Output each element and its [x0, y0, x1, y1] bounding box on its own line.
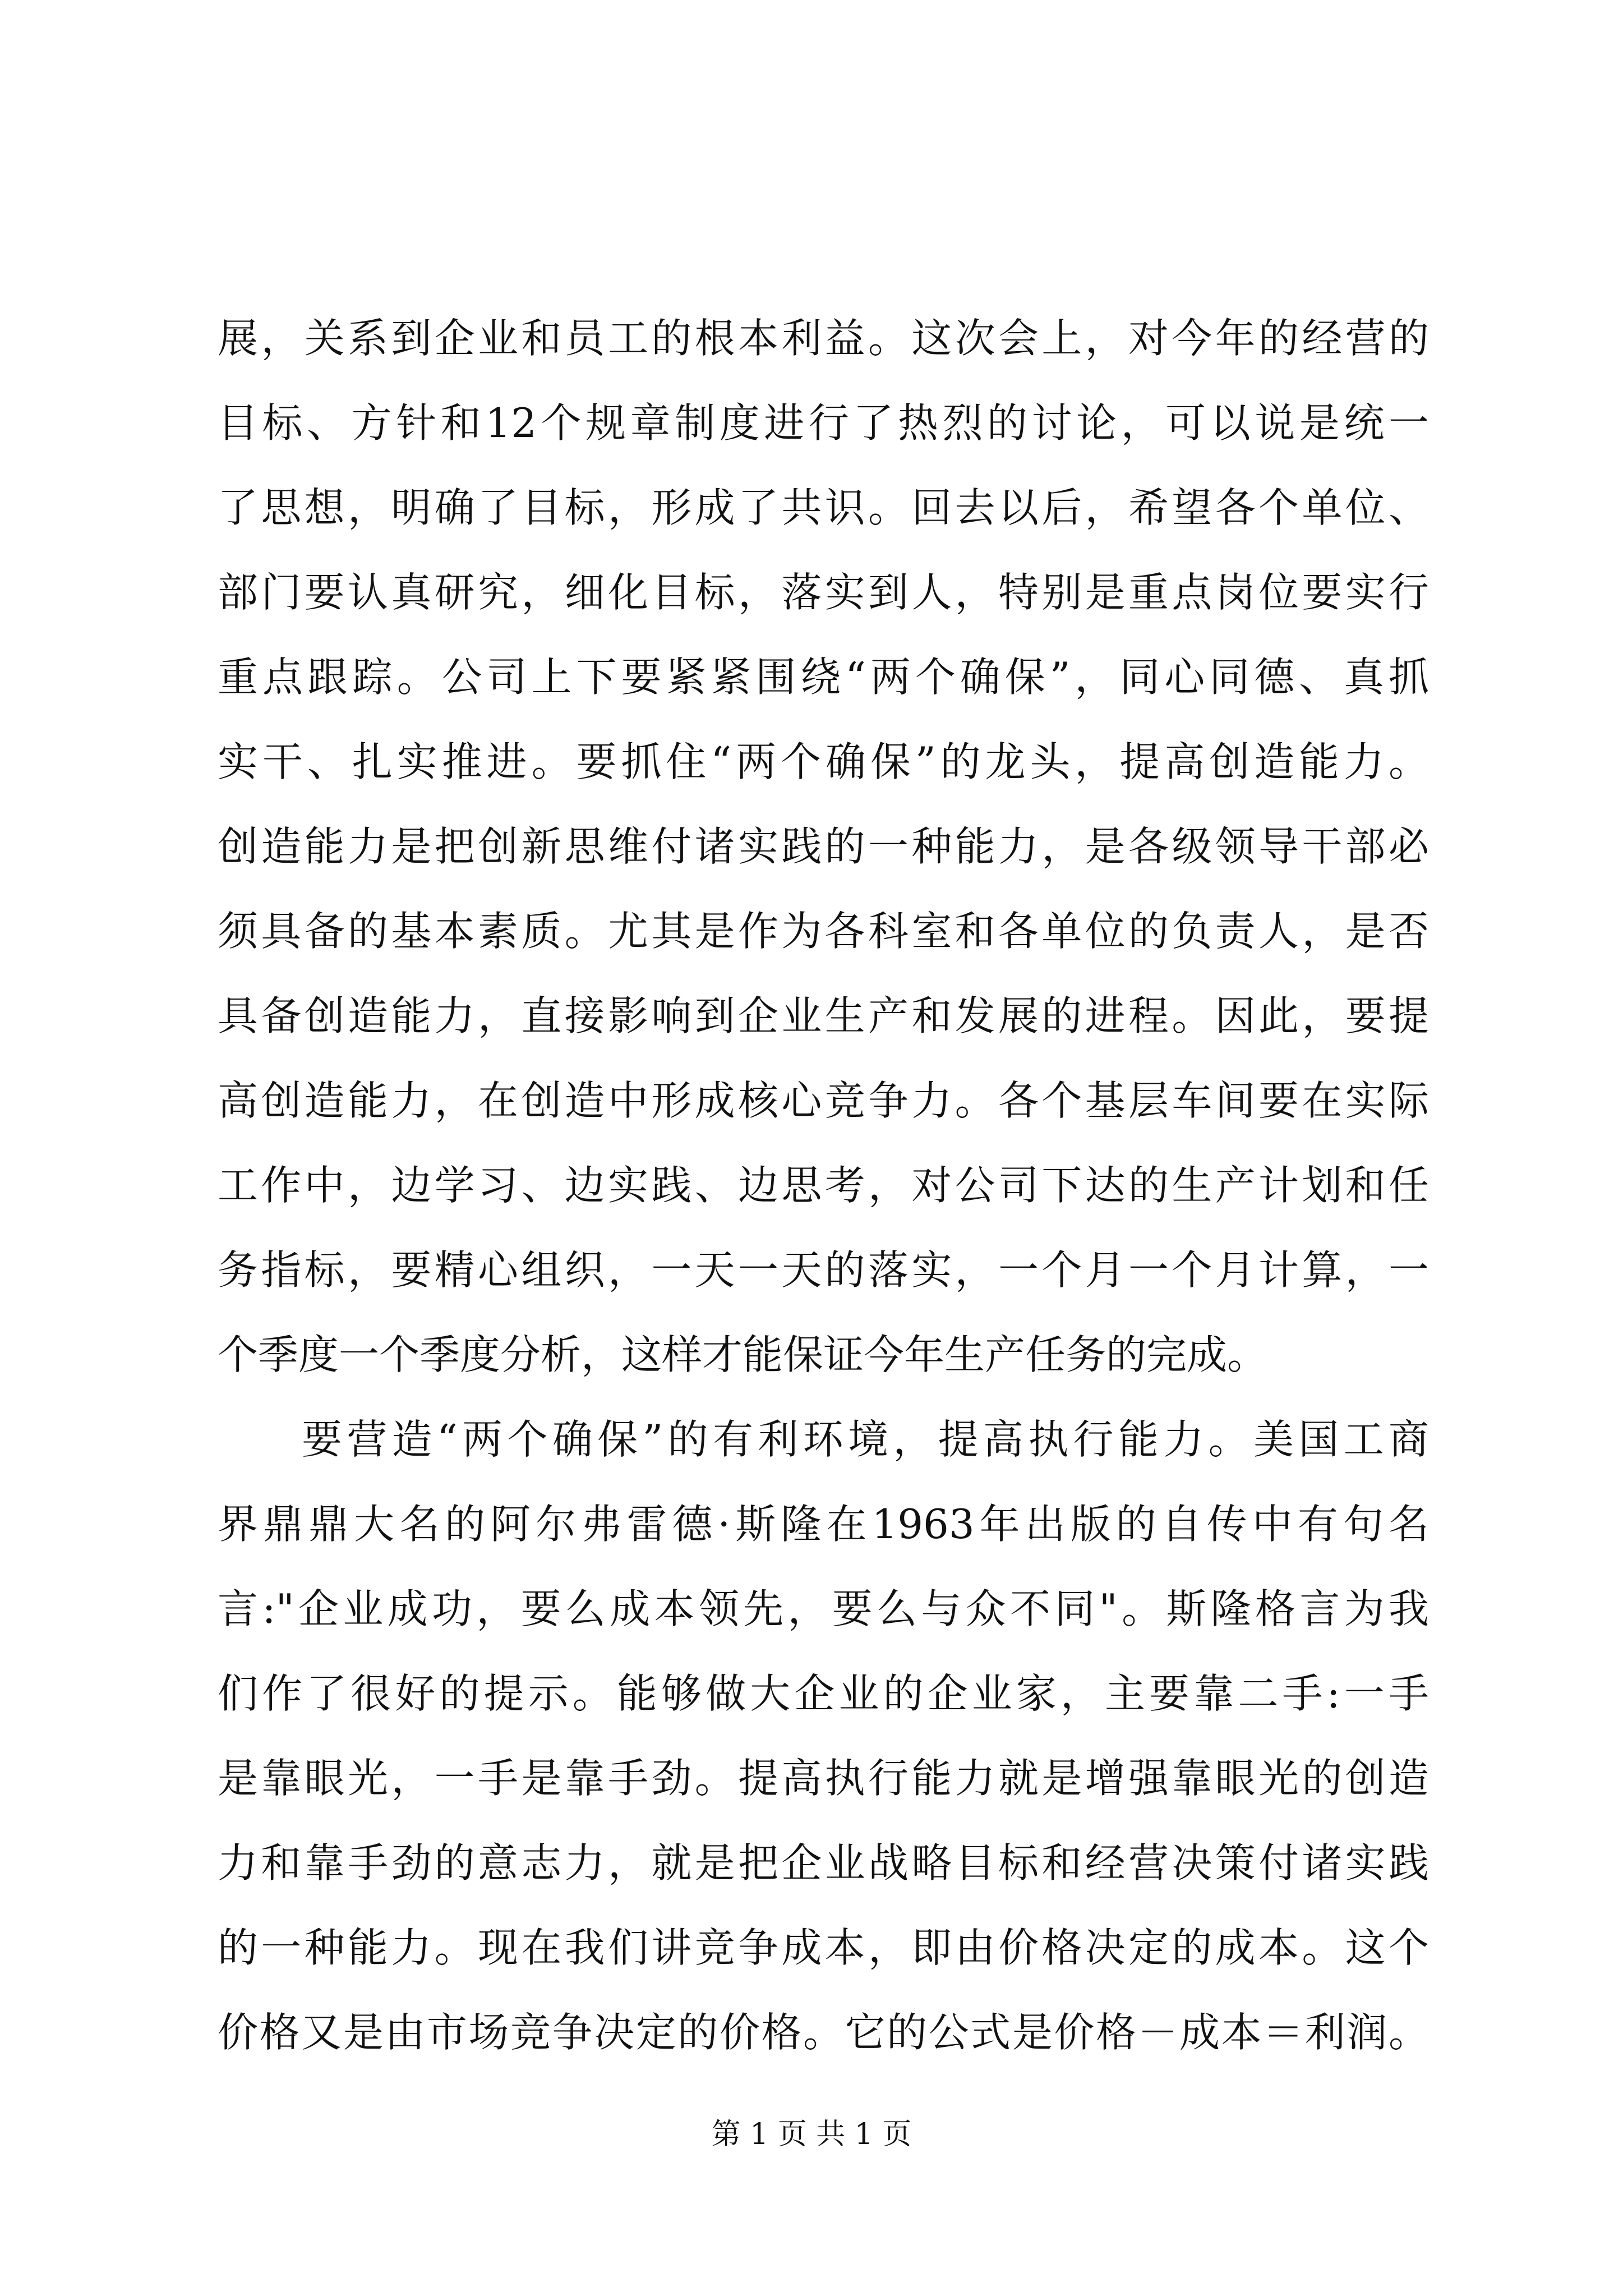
text-line: 须具备的基本素质。尤其是作为各科室和各单位的负责人，是否: [218, 908, 1429, 955]
text-line: 工作中，边学习、边实践、边思考，对公司下达的生产计划和任: [218, 1162, 1429, 1209]
text-line: 部门要认真研究，细化目标，落实到人，特别是重点岗位要实行: [218, 569, 1429, 616]
text-line: 个季度一个季度分析，这样才能保证今年生产任务的完成。: [218, 1331, 1268, 1378]
text-line: 高创造能力，在创造中形成核心竞争力。各个基层车间要在实际: [218, 1077, 1429, 1124]
text-line: 重点跟踪。公司上下要紧紧围绕“两个确保”，同心同德、真抓: [218, 654, 1429, 701]
text-line: 言:"企业成功，要么成本领先，要么与众不同"。斯隆格言为我: [218, 1585, 1429, 1632]
document-body: [218, 296, 1429, 2075]
text-line: 们作了很好的提示。能够做大企业的企业家，主要靠二手:一手: [218, 1670, 1429, 1717]
text-line: 界鼎鼎大名的阿尔弗雷德·斯隆在1963年出版的自传中有句名: [218, 1501, 1429, 1548]
text-line: 具备创造能力，直接影响到企业生产和发展的进程。因此，要提: [218, 992, 1429, 1039]
text-line: 价格又是由市场竞争决定的价格。它的公式是价格－成本＝利润。: [218, 2009, 1429, 2056]
text-line: 实干、扎实推进。要抓住“两个确保”的龙头，提高创造能力。: [218, 738, 1429, 785]
text-line: 力和靠手劲的意志力，就是把企业战略目标和经营决策付诸实践: [218, 1839, 1429, 1887]
text-line: 目标、方针和12个规章制度进行了热烈的讨论，可以说是统一: [218, 399, 1429, 447]
text-line: 务指标，要精心组织，一天一天的落实，一个月一个月计算，一: [218, 1246, 1429, 1294]
page-number-label: 第 1 页 共 1 页: [711, 2118, 912, 2151]
text-line: 展，关系到企业和员工的根本利益。这次会上，对今年的经营的: [218, 315, 1429, 362]
page-footer: [0, 2115, 1623, 2154]
text-line: 了思想，明确了目标，形成了共识。回去以后，希望各个单位、: [218, 484, 1429, 531]
text-line: 要营造“两个确保”的有利环境，提高执行能力。美国工商: [302, 1416, 1429, 1463]
text-line: 是靠眼光，一手是靠手劲。提高执行能力就是增强靠眼光的创造: [218, 1755, 1429, 1802]
text-line: 创造能力是把创新思维付诸实践的一种能力，是各级领导干部必: [218, 823, 1429, 870]
text-line: 的一种能力。现在我们讲竞争成本，即由价格决定的成本。这个: [218, 1924, 1429, 1971]
